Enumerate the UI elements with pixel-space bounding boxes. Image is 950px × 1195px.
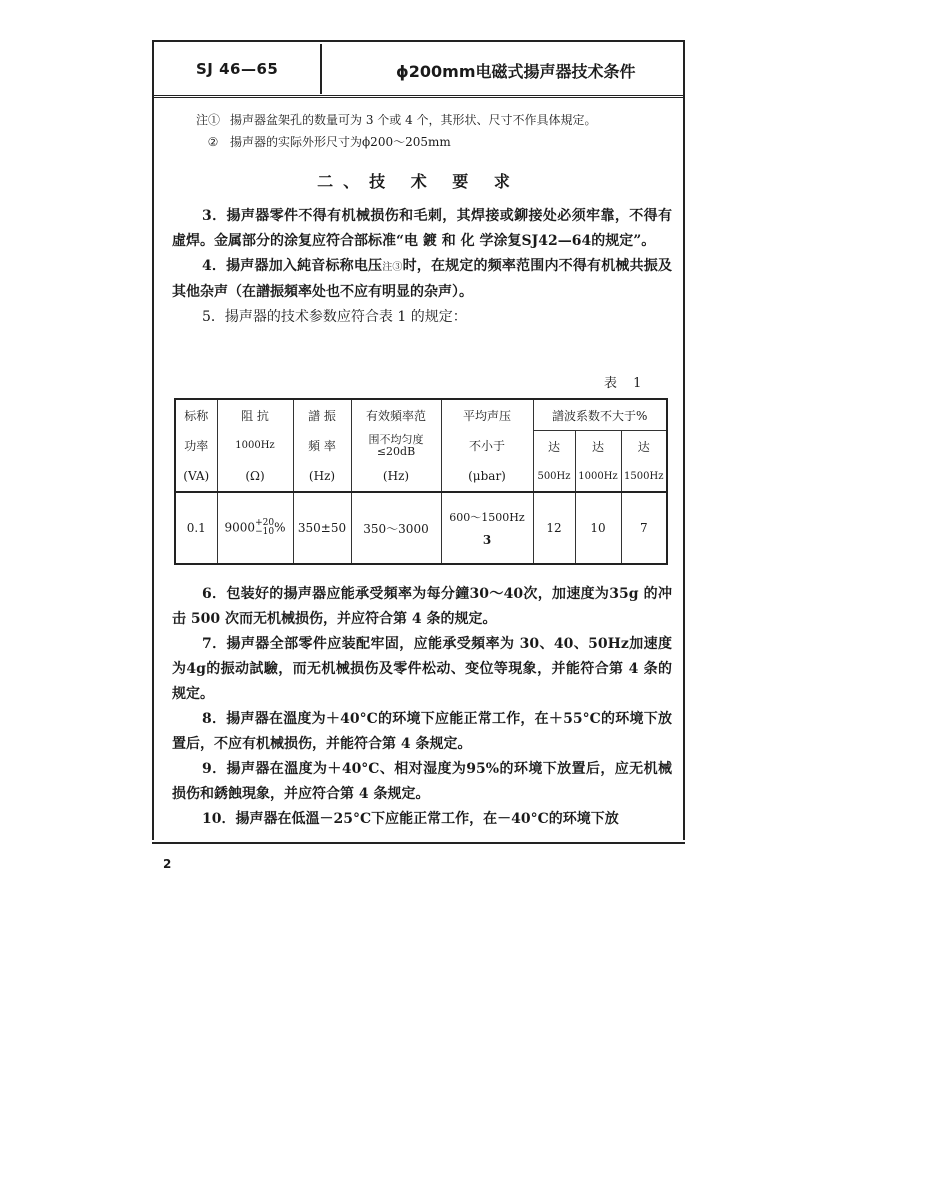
cell-band: 350～3000: [351, 492, 441, 564]
th-harmonic-group: 譜波系数不大于%: [533, 399, 667, 431]
paragraphs-before-table: [172, 204, 672, 330]
cell-spl-value: 3: [482, 533, 492, 547]
standard-code: SJ 46—65: [196, 60, 279, 78]
document-title: ϕ200mm电磁式揚声器技术条件: [396, 62, 636, 81]
cell-impedance-tolerance: [255, 519, 274, 537]
th-harmonic-500: 500Hz: [533, 461, 575, 492]
cell-power: 0.1: [175, 492, 217, 564]
table-header-row-3: [175, 461, 667, 492]
note-1: [196, 109, 597, 131]
paragraph-4: [172, 254, 672, 305]
note-2: [196, 131, 597, 153]
note-2-text: 揚声器的实际外形尺寸为ϕ200～205mm: [230, 135, 451, 149]
th-power-3: (VA): [175, 461, 217, 492]
th-impedance-3: (Ω): [217, 461, 293, 492]
th-harmonic-1000: 1000Hz: [575, 461, 621, 492]
paragraph-4-note-ref: 注③: [382, 262, 403, 273]
cell-impedance-minus: −10: [255, 527, 275, 537]
cell-h500: 12: [533, 492, 575, 564]
th-impedance-2: 1000Hz: [217, 431, 293, 462]
header-divider: [320, 44, 322, 94]
paragraph-10: 10．揚声器在低溫－25°C下应能正常工作，在－40°C的环境下放: [202, 811, 619, 827]
th-band-1: 有效頻率范: [351, 399, 441, 431]
th-harmonic-sub-1: 达: [533, 431, 575, 462]
spec-table: [174, 398, 668, 565]
note-1-text: 揚声器盆架孔的数量可为 3 个或 4 个，其形状、尺寸不作具体規定。: [230, 113, 597, 127]
th-power-2: 功率: [175, 431, 217, 462]
th-resonance-3: (Hz): [293, 461, 351, 492]
paragraph-4-part-a: 4．揚声器加入純音标称电压: [202, 258, 383, 274]
cell-h1000: 10: [575, 492, 621, 564]
page-header: [154, 42, 683, 98]
th-harmonic-1500: 1500Hz: [621, 461, 667, 492]
note-2-tag: ②: [207, 135, 219, 149]
cell-impedance: [217, 492, 293, 564]
cell-impedance-unit: %: [274, 520, 286, 535]
table-row: [175, 492, 667, 564]
section-title: 二、技 术 要 求: [317, 172, 520, 191]
th-harmonic-sub-2: 达: [575, 431, 621, 462]
th-spl-1: 平均声压: [441, 399, 533, 431]
th-resonance-1: 譜 振: [293, 399, 351, 431]
th-harmonic-sub-3: 达: [621, 431, 667, 462]
cell-h1500: 7: [621, 492, 667, 564]
note-1-tag: 注①: [196, 113, 221, 127]
cell-spl: [441, 492, 533, 564]
paragraph-4-part-b: 时，在规定的频率范围内不得有机械共振及其他杂声（在譜振頻率处也不应有明显的杂声）。: [172, 258, 673, 300]
table-header-row-2: [175, 431, 667, 462]
cell-resonance: 350±50: [293, 492, 351, 564]
table-caption: 表 1: [604, 376, 648, 391]
th-power-1: 标称: [175, 399, 217, 431]
page-number: 2: [163, 857, 172, 871]
th-resonance-2: 頻 率: [293, 431, 351, 462]
th-band-3: (Hz): [351, 461, 441, 492]
paragraph-5: 5．揚声器的技术参数应符合表 1 的规定：: [202, 309, 467, 325]
cell-spl-band: 600～1500Hz: [449, 511, 525, 524]
paragraph-8: 8．揚声器在溫度为＋40°C的环境下应能正常工作，在＋55°C的环境下放置后，不应有机械损伤，并能符合第 4 条规定。: [172, 711, 672, 752]
cell-impedance-base: 9000: [224, 520, 256, 535]
th-spl-3: (μbar): [441, 461, 533, 492]
paragraph-3: 3．揚声器零件不得有机械损伤和毛刺，其焊接或鉚接处必须牢靠，不得有虛焊。金属部分的涂复应符合部标准“电 鍍 和 化 学涂复SJ42—64的规定”。: [172, 208, 672, 249]
paragraph-7: 7．揚声器全部零件应装配牢固，应能承受頻率为 30、40、50Hz加速度为4g的振动試驗，而无机械损伤及零件松动、变位等現象，并能符合第 4 条的规定。: [172, 636, 672, 702]
paragraphs-after-table: [172, 582, 672, 832]
table-header-row-1: [175, 399, 667, 431]
th-spl-2: 不小于: [441, 431, 533, 462]
th-impedance-1: 阻 抗: [217, 399, 293, 431]
notes-block: [196, 109, 597, 153]
paragraph-9: 9．揚声器在溫度为＋40°C、相对湿度为95%的环境下放置后，应无机械损伤和銹蝕現象，并应符合第 4 条规定。: [172, 761, 672, 802]
cell-impedance-plus: +20: [255, 518, 275, 528]
page-frame: [152, 40, 685, 840]
th-band-2: 围不均匀度≤20dB: [351, 431, 441, 462]
paragraph-6: 6．包装好的揚声器应能承受頻率为每分鐘30～40次，加速度为35g 的冲击 500 次而无机械损伤，并应符合第 4 条的规定。: [172, 586, 672, 627]
